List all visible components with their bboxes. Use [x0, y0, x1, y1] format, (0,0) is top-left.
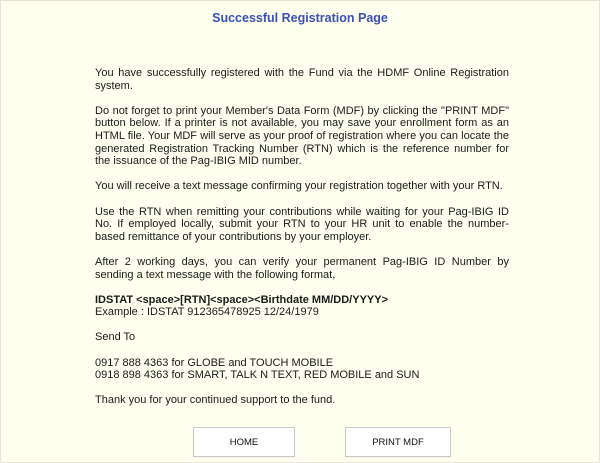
numbers-block [95, 357, 509, 382]
success-paragraph: You have successfully registered with the Fund via the HDMF Online Registration system. [95, 67, 509, 92]
thanks-message: Thank you for your continued support to the fund. [95, 394, 336, 407]
print-mdf-paragraph: Do not forget to print your Member's Data Form (MDF) by clicking the "PRINT MDF" button below. If a printer is not available, you may save your enrollment form as an HTML file. Your MDF will serve as your proof of registration where you can locate the generated Registration Tracking Number (RTN) which is the reference number for the issuance of the Pag-IBIG MID number. [95, 104, 509, 168]
sms-example: Example : IDSTAT 912365478925 12/24/1979 [95, 306, 319, 319]
rtn-usage-paragraph: Use the RTN when remitting your contributions while waiting for your Pag-IBIG ID No. If employed locally, submit your RTN to your HR unit to enable the number-based remittance of your contributions by your employer. [95, 205, 509, 243]
page-title: Successful Registration Page [212, 11, 388, 25]
verify-id-paragraph: After 2 working days, you can verify your permanent Pag-IBIG ID Number by sending a text message with the following format, [95, 255, 509, 281]
send-to-label: Send To [95, 331, 136, 344]
home-button[interactable]: HOME [193, 427, 295, 457]
print-mdf-button[interactable]: PRINT MDF [345, 427, 451, 457]
message-content [95, 67, 509, 420]
sms-format-block [95, 294, 509, 319]
globe-number: 0917 888 4363 for GLOBE and TOUCH MOBILE [95, 356, 334, 369]
text-confirmation-paragraph: You will receive a text message confirming your registration together with your RTN. [95, 180, 503, 193]
sms-format: IDSTAT <space>[RTN]<space><Birthdate MM/DD/YYYY> [95, 293, 389, 306]
smart-number: 0918 898 4363 for SMART, TALK N TEXT, RED MOBILE and SUN [95, 369, 420, 382]
